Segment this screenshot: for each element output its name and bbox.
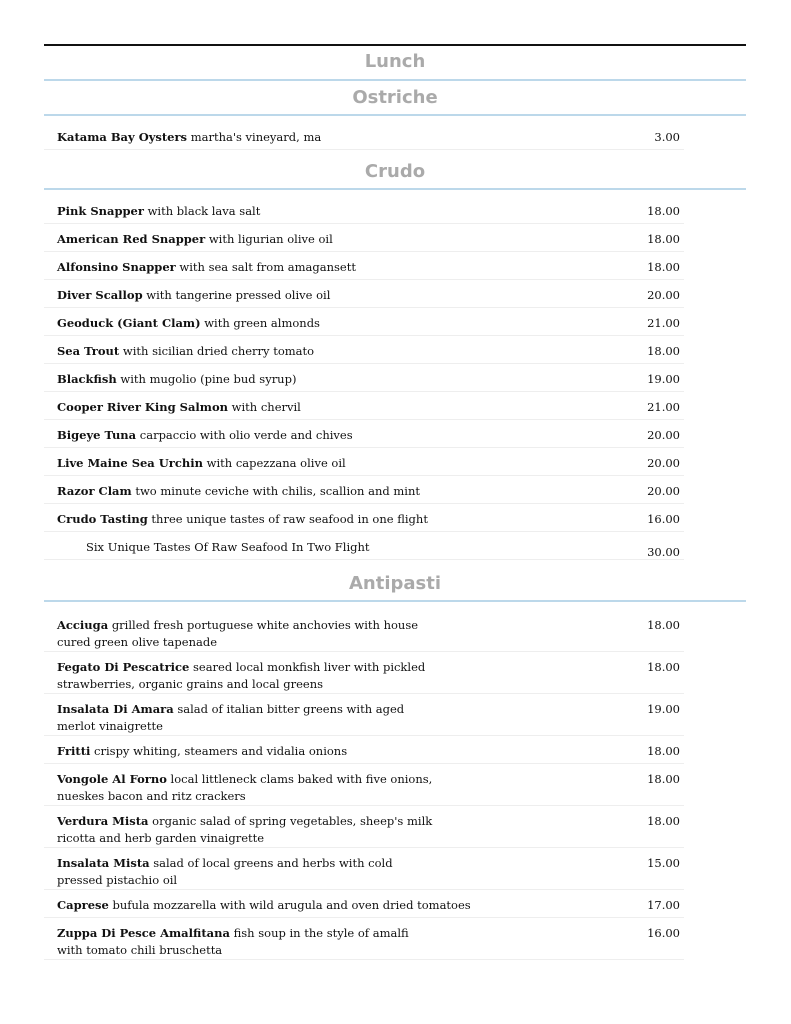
section-divider-ostriche — [44, 114, 746, 116]
list-item — [44, 196, 684, 224]
list-item — [44, 420, 684, 448]
item-name: Katama Bay Oysters — [57, 130, 188, 144]
list-item — [44, 918, 684, 960]
item-description: two minute ceviche with chilis, scallion and mint — [135, 484, 421, 498]
list-item — [44, 252, 684, 280]
item-description: three unique tastes of raw seafood in one flight — [151, 512, 428, 526]
item-price: 18.00 — [647, 744, 680, 758]
list-item — [44, 336, 684, 364]
list-item — [44, 308, 684, 336]
menu-title-divider — [44, 79, 746, 81]
list-item — [44, 652, 684, 694]
menu-title: Lunch — [364, 51, 426, 72]
item-description: carpaccio with olio verde and chives — [139, 428, 353, 442]
item-name: Insalata Di Amara — [57, 702, 174, 716]
item-name: Verdura Mista — [57, 814, 149, 828]
item-name: Live Maine Sea Urchin — [57, 456, 203, 470]
list-item — [44, 364, 684, 392]
item-price: 16.00 — [647, 926, 680, 940]
list-item — [44, 448, 684, 476]
item-name: Bigeye Tuna — [57, 428, 137, 442]
item-name: Sea Trout — [57, 344, 120, 358]
item-price: 20.00 — [647, 484, 680, 498]
item-description: with sea salt from amagansett — [179, 260, 356, 274]
list-item — [44, 610, 684, 652]
item-price: 18.00 — [647, 204, 680, 218]
item-price: 21.00 — [647, 400, 680, 414]
crudo-list — [44, 196, 684, 560]
section-title-antipasti: Antipasti — [348, 573, 442, 594]
item-name: American Red Snapper — [57, 232, 206, 246]
item-price: 17.00 — [647, 898, 680, 912]
item-description: crispy whiting, steamers and vidalia onions — [94, 744, 348, 758]
list-item — [44, 476, 684, 504]
item-price: 20.00 — [647, 288, 680, 302]
section-title-ostriche: Ostriche — [352, 87, 438, 108]
list-item — [44, 224, 684, 252]
item-description: grilled fresh portuguese white anchovies with house cured green olive tapenade — [57, 618, 419, 649]
item-price: 3.00 — [654, 130, 680, 144]
section-divider-antipasti — [44, 600, 746, 602]
item-description: salad of italian bitter greens with aged merlot vinaigrette — [57, 702, 405, 733]
item-description: with ligurian olive oil — [208, 232, 333, 246]
list-item — [44, 736, 684, 764]
section-title-crudo: Crudo — [364, 161, 426, 182]
item-name: Blackfish — [57, 372, 117, 386]
section-divider-crudo — [44, 188, 746, 190]
item-description: with sicilian dried cherry tomato — [122, 344, 315, 358]
item-name: Pink Snapper — [57, 204, 144, 218]
item-description: martha's vineyard, ma — [190, 130, 322, 144]
menu-page — [44, 44, 746, 960]
list-item — [44, 806, 684, 848]
item-price: 20.00 — [647, 456, 680, 470]
item-name: Caprese — [57, 898, 109, 912]
list-item — [44, 122, 684, 150]
item-description: local littleneck clams baked with five onions, nueskes bacon and ritz crackers — [57, 772, 433, 803]
list-item-sub-option — [44, 532, 684, 560]
list-item — [44, 504, 684, 532]
item-name: Zuppa Di Pesce Amalfitana — [57, 926, 230, 940]
item-price: 18.00 — [647, 344, 680, 358]
item-description: with capezzana olive oil — [206, 456, 346, 470]
item-description: organic salad of spring vegetables, sheep's milk ricotta and herb garden vinaigrette — [57, 814, 433, 845]
item-description: with tangerine pressed olive oil — [146, 288, 331, 302]
item-price: 16.00 — [647, 512, 680, 526]
item-description: salad of local greens and herbs with cold pressed pistachio oil — [57, 856, 393, 887]
item-price: 18.00 — [647, 814, 680, 828]
item-price: 21.00 — [647, 316, 680, 330]
item-name: Insalata Mista — [57, 856, 150, 870]
item-description: with chervil — [231, 400, 301, 414]
item-name: Alfonsino Snapper — [57, 260, 176, 274]
item-name: Geoduck (Giant Clam) — [57, 316, 201, 330]
list-item — [44, 694, 684, 736]
item-price: 18.00 — [647, 260, 680, 274]
item-price: 18.00 — [647, 618, 680, 632]
item-price: 19.00 — [647, 702, 680, 716]
item-description: with black lava salt — [147, 204, 261, 218]
item-description: with mugolio (pine bud syrup) — [120, 372, 297, 386]
top-divider — [44, 44, 746, 46]
item-description: with green almonds — [204, 316, 320, 330]
item-price: 20.00 — [647, 428, 680, 442]
item-name: Fegato Di Pescatrice — [57, 660, 190, 674]
item-name: Fritti — [57, 744, 91, 758]
list-item — [44, 848, 684, 890]
ostriche-list — [44, 122, 684, 150]
item-description: fish soup in the style of amalfi with tomato chili bruschetta — [57, 926, 409, 957]
item-description: Six Unique Tastes Of Raw Seafood In Two Flight — [86, 540, 370, 554]
item-price: 18.00 — [647, 660, 680, 674]
item-description: bufula mozzarella with wild arugula and oven dried tomatoes — [112, 898, 471, 912]
item-name: Razor Clam — [57, 484, 132, 498]
antipasti-list — [44, 610, 684, 960]
list-item — [44, 280, 684, 308]
item-price: 15.00 — [647, 856, 680, 870]
item-description: seared local monkfish liver with pickled strawberries, organic grains and local greens — [57, 660, 426, 691]
item-price: 30.00 — [647, 545, 680, 559]
item-name: Crudo Tasting — [57, 512, 148, 526]
item-name: Diver Scallop — [57, 288, 143, 302]
item-name: Cooper River King Salmon — [57, 400, 228, 414]
item-price: 18.00 — [647, 232, 680, 246]
list-item — [44, 890, 684, 918]
list-item — [44, 764, 684, 806]
item-price: 18.00 — [647, 772, 680, 786]
list-item — [44, 392, 684, 420]
item-name: Vongole Al Forno — [57, 772, 167, 786]
item-name: Acciuga — [57, 618, 109, 632]
item-price: 19.00 — [647, 372, 680, 386]
